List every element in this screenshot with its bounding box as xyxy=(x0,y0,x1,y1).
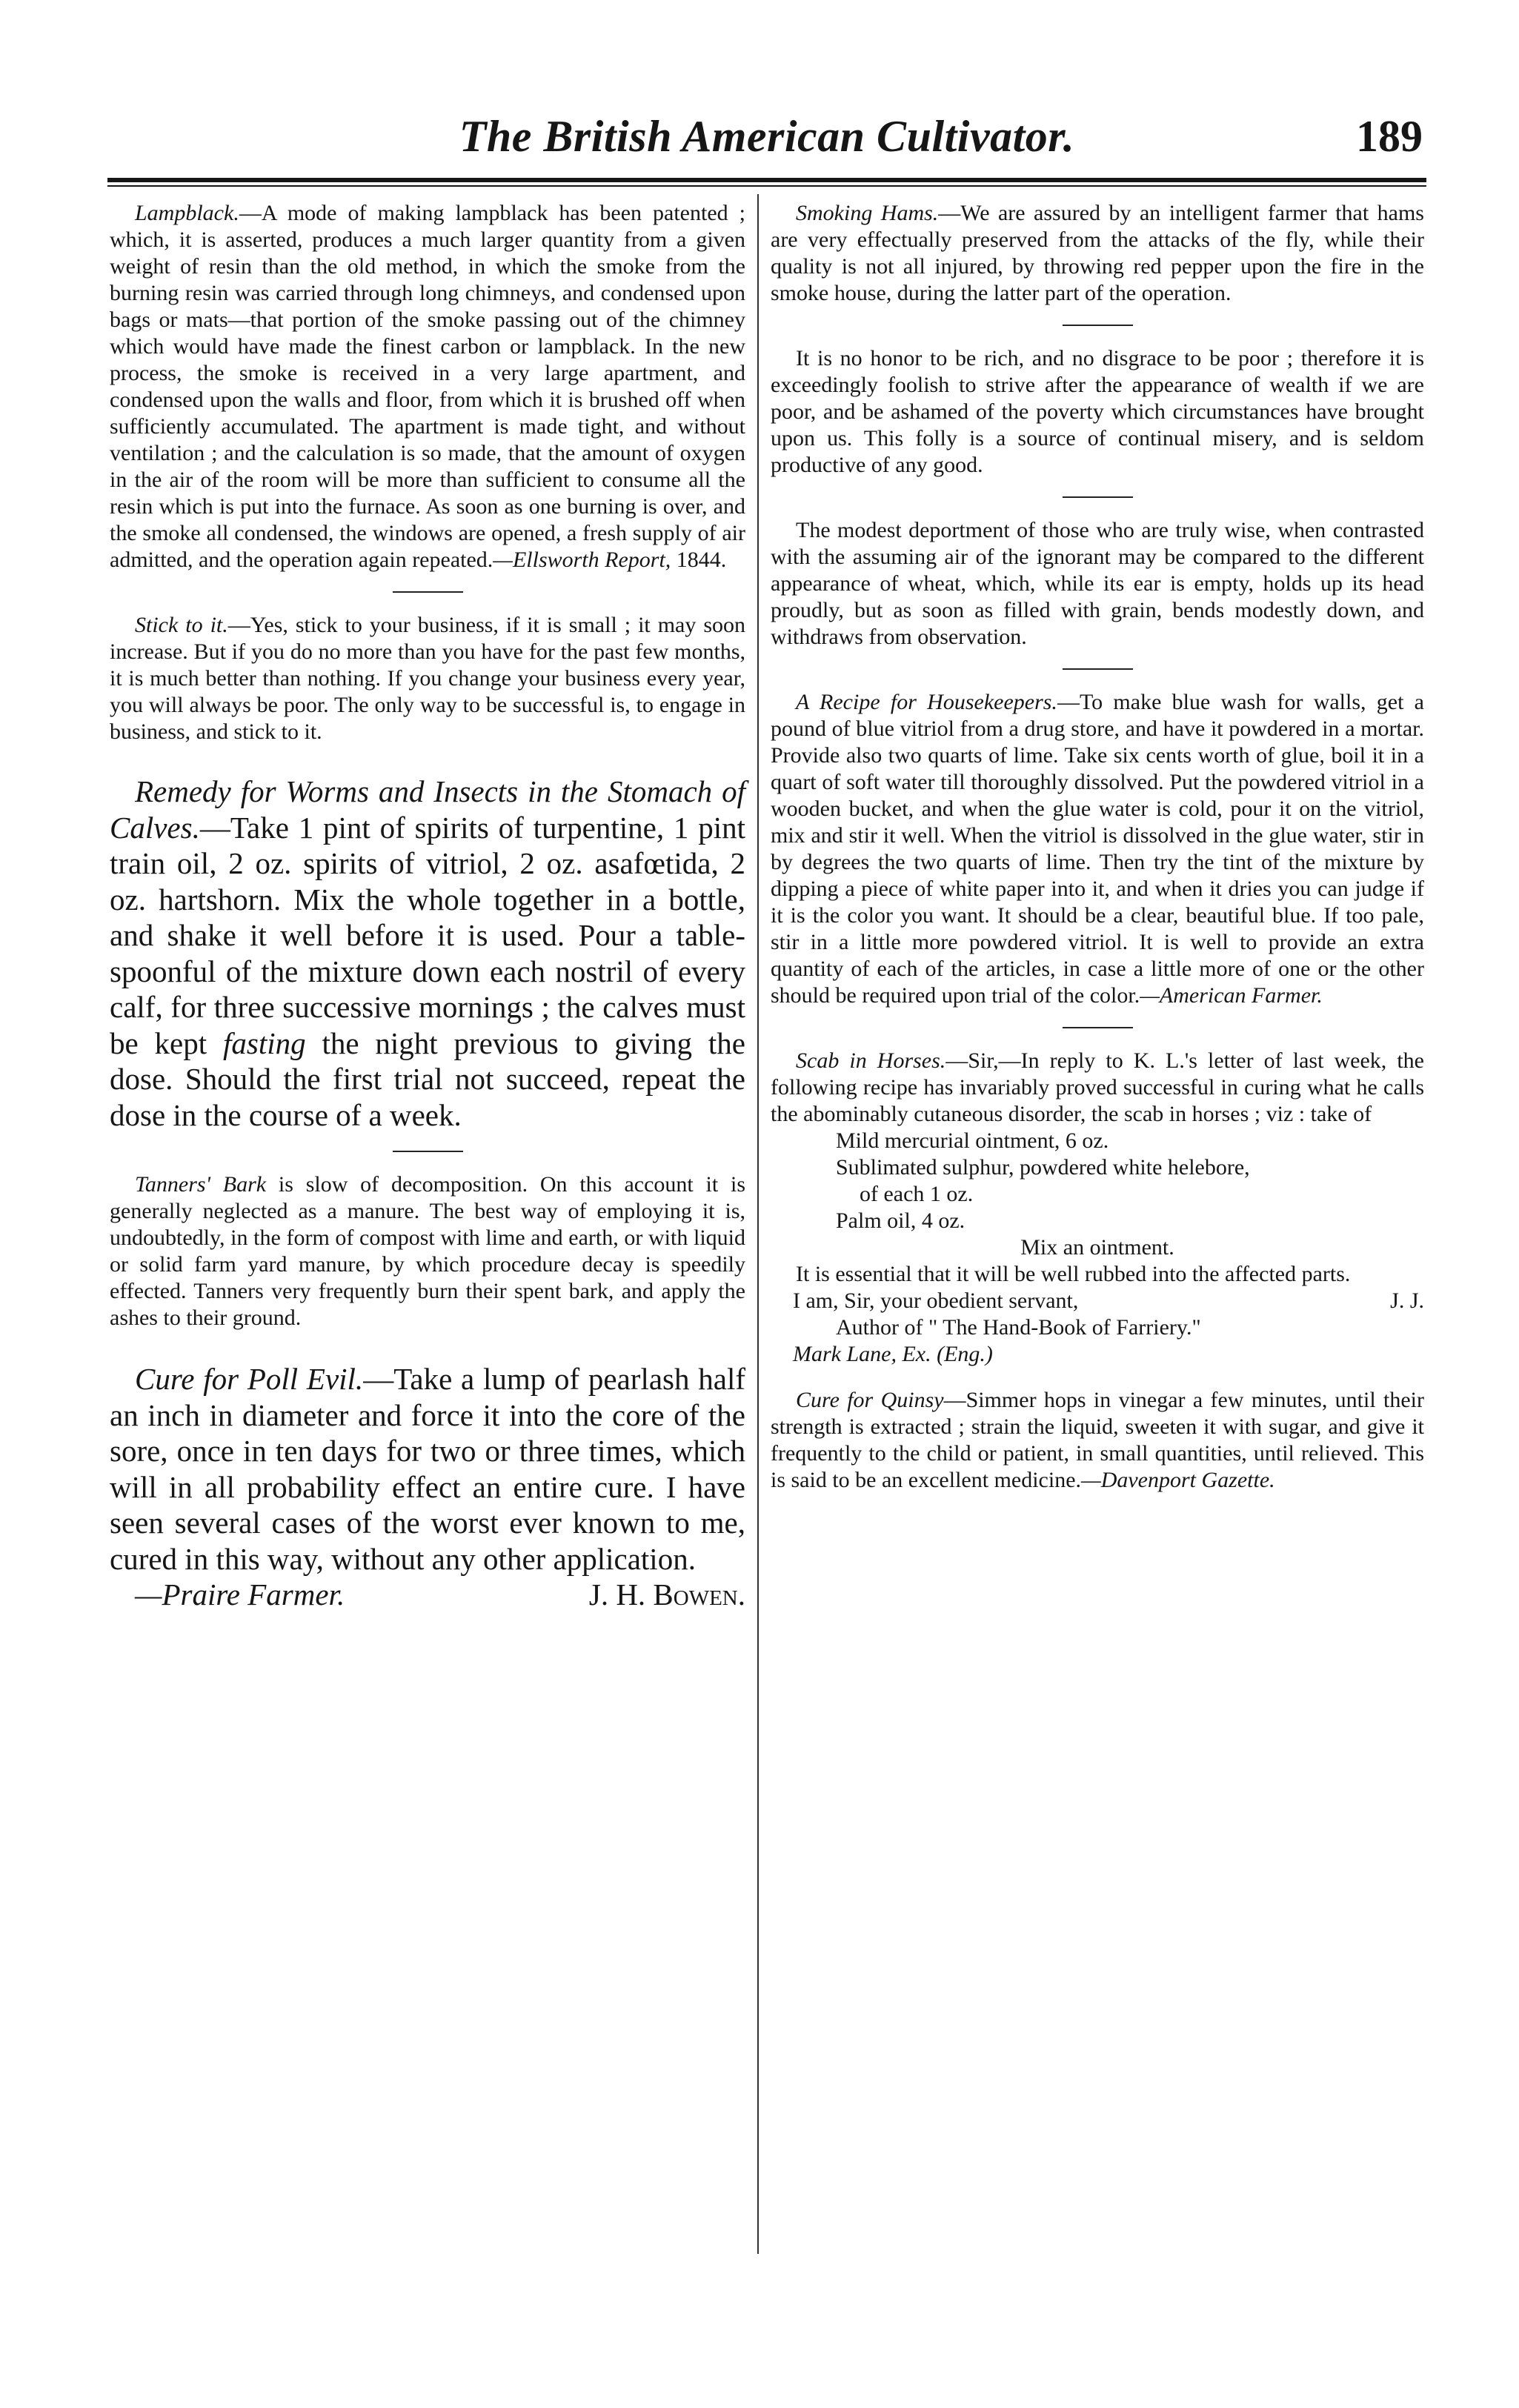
column-divider xyxy=(757,194,759,2254)
article-body-end: the night previous to giving the dose. Should the first trial not succeed, repeat the dose in the course of a week. xyxy=(110,1025,745,1132)
article-tanners-bark xyxy=(110,1171,745,1331)
letter-closing: I am, Sir, your obedient servant, xyxy=(793,1288,1079,1313)
article-no-honor xyxy=(771,345,1424,479)
article-stick-to-it xyxy=(110,612,745,745)
article-body: —Take a lump of pearlash half an inch in diameter and force it into the core of the sore, once in ten days for two or three times, which will in all probability effect an entire cure. I have seen several cases of the worst ever known to me, cured in this way, without any other application. xyxy=(110,1362,745,1576)
article-heading: Tanners' Bark xyxy=(135,1172,267,1197)
letter-initials: J. J. xyxy=(1390,1288,1424,1313)
article-scab-horses xyxy=(771,1048,1424,1368)
right-column xyxy=(771,200,1424,1494)
article-body: —Yes, stick to your business, if it is small ; it may soon increase. But if you do no more than you have for the past few months, it is much better than nothing. If you change your business every year, you will always be poor. The only way to be successful is, to engage in business, and stick to it. xyxy=(110,613,745,744)
article-heading: Remedy for Worms and Insects in the Stomach of Calves. xyxy=(110,774,745,845)
article-recipe-housekeepers xyxy=(771,689,1424,1009)
mix-instruction: Mix an ointment. xyxy=(1020,1235,1174,1260)
article-body: —We are assured by an intelligent farmer that hams are very effectually preserved from the attacks of the fly, while their quality is not all injured, by throwing red pepper upon the fire in the smoke house, during the latter part of the operation. xyxy=(771,201,1424,305)
article-heading: Stick to it. xyxy=(135,613,228,637)
page-header xyxy=(111,111,1423,170)
article-body: —A mode of making lampblack has been patented ; which, it is asserted, produces a much larger quantity from a given weight of resin than the old method, in which the smoke from the burning resin was carried through long chimneys, and condensed upon bags or mats—that portion of the smoke passing out of the chimney which would have made the finest carbon or lampblack. In the new process, the smoke is received in a very large apartment, and condensed upon the walls and floor, from which it is brushed off when sufficiently accumulated. The apartment is made tight, and without ventilation ; and the calculation is so made, that the amount of oxygen in the air of the room will be more than sufficient to consume all the resin which is put into the furnace. As soon as one burning is over, and the smoke all condensed, the windows are opened, a fresh supply of air admitted, and the operation again repeated. xyxy=(110,201,745,572)
article-smoking-hams xyxy=(771,200,1424,307)
publication-title: The British American Cultivator. xyxy=(459,112,1075,161)
article-year: 1844. xyxy=(676,548,727,572)
article-heading: Smoking Hams. xyxy=(796,201,939,225)
separator-rule xyxy=(1063,1027,1133,1028)
article-emphasis: fasting xyxy=(222,1025,306,1060)
article-body: —Take 1 pint of spirits of turpentine, 1 pint train oil, 2 oz. spirits of vitriol, 2 oz. asafœtida, 2 oz. hartshorn. Mix the whole together in a bottle, and shake it well before it is used. Pour a table-spoonful of the mixture down each nostril of every calf, for three successive mornings ; the calves must be kept xyxy=(110,810,745,1060)
article-author: J. H. Bowen. xyxy=(588,1577,745,1612)
separator-rule xyxy=(1063,496,1133,498)
article-source: —Ellsworth Report, xyxy=(493,548,671,572)
article-body: —Simmer hops in vinegar a few minutes, until their strength is extracted ; strain the liquid, sweeten it with sugar, and give it frequently to the child or patient, in small quantities, until relieved. This is said to be an excellent medicine. xyxy=(771,1388,1424,1492)
article-body: is slow of decomposition. On this account it is generally neglected as a manure. The best way of employing it is, undoubtedly, in the form of compost with lime and earth, or with liquid or solid farm yard manure, by which procedure decay is speedily effected. Tanners very frequently burn their spent bark, and apply the ashes to their ground. xyxy=(110,1172,746,1330)
article-poll-evil xyxy=(110,1361,745,1613)
article-heading: Cure for Poll Evil. xyxy=(135,1362,364,1396)
letter-author: Author of " The Hand-Book of Farriery." xyxy=(836,1315,1201,1340)
separator-rule xyxy=(393,1151,463,1152)
separator-rule xyxy=(393,591,463,593)
article-heading: Scab in Horses. xyxy=(796,1048,946,1073)
ingredient-line: Mild mercurial ointment, 6 oz. xyxy=(836,1128,1109,1153)
article-body-after: It is essential that it will be well rubbed into the affected parts. xyxy=(796,1262,1351,1286)
article-heading: Lampblack. xyxy=(135,201,239,225)
article-source: —American Farmer. xyxy=(1140,983,1323,1008)
separator-rule xyxy=(1063,325,1133,326)
page-number: 189 xyxy=(1356,112,1423,161)
article-body: —Sir,—In reply to K. L.'s letter of last week, the following recipe has invariably proved successful in curing what he calls the abominably cutaneous disorder, the scab in horses ; viz : take of xyxy=(771,1048,1424,1126)
header-rule-thick xyxy=(107,178,1426,182)
ingredient-line: Palm oil, 4 oz. xyxy=(836,1208,965,1233)
article-body: —To make blue wash for walls, get a pound of blue vitriol from a drug store, and have it powdered in a mortar. Provide also two quarts of lime. Take six cents worth of glue, boil it in a quart of soft water till thoroughly dissolved. Put the powdered vitriol in a wooden bucket, and when the glue water is cold, pour it on the vitriol, mix and stir it well. When the vitriol is dissolved in the glue water, stir in by degrees the two quarts of lime. Then try the tint of the mixture by dipping a piece of white paper into it, and when it dries you can judge if it is the color you want. It should be a clear, beautiful blue. If too pale, stir in a little more powdered vitriol. It is well to provide an extra quantity of each of the articles, in case a little more of one or the other should be required upon trial of the color. xyxy=(771,690,1424,1008)
article-modest-deportment xyxy=(771,517,1424,651)
left-column xyxy=(110,200,745,1613)
ingredient-line: Sublimated sulphur, powdered white helebore, xyxy=(836,1155,1250,1180)
article-lampblack xyxy=(110,200,745,573)
header-rule-thin xyxy=(107,185,1426,187)
separator-rule xyxy=(1063,668,1133,670)
article-source: —Davenport Gazette. xyxy=(1081,1468,1275,1492)
article-source: —Praire Farmer. xyxy=(135,1577,345,1612)
article-heading: Cure for Quinsy xyxy=(796,1388,944,1412)
article-remedy-calves xyxy=(110,774,745,1133)
article-source: Mark Lane, Ex. (Eng.) xyxy=(793,1342,993,1366)
article-body: The modest deportment of those who are truly wise, when contrasted with the assuming air of the ignorant may be compared to the different appearance of wheat, which, while its ear is empty, holds up its head proudly, but as soon as filled with grain, bends modestly down, and withdraws from observation. xyxy=(771,518,1424,649)
article-body: It is no honor to be rich, and no disgrace to be poor ; therefore it is exceedingly foolish to strive after the appearance of wealth if we are poor, and be ashamed of the poverty which circumstances have brought upon us. This folly is a source of continual misery, and is seldom productive of any good. xyxy=(771,346,1424,477)
ingredient-line: of each 1 oz. xyxy=(860,1182,974,1206)
article-heading: A Recipe for Housekeepers. xyxy=(796,690,1057,714)
article-cure-quinsy xyxy=(771,1387,1424,1494)
